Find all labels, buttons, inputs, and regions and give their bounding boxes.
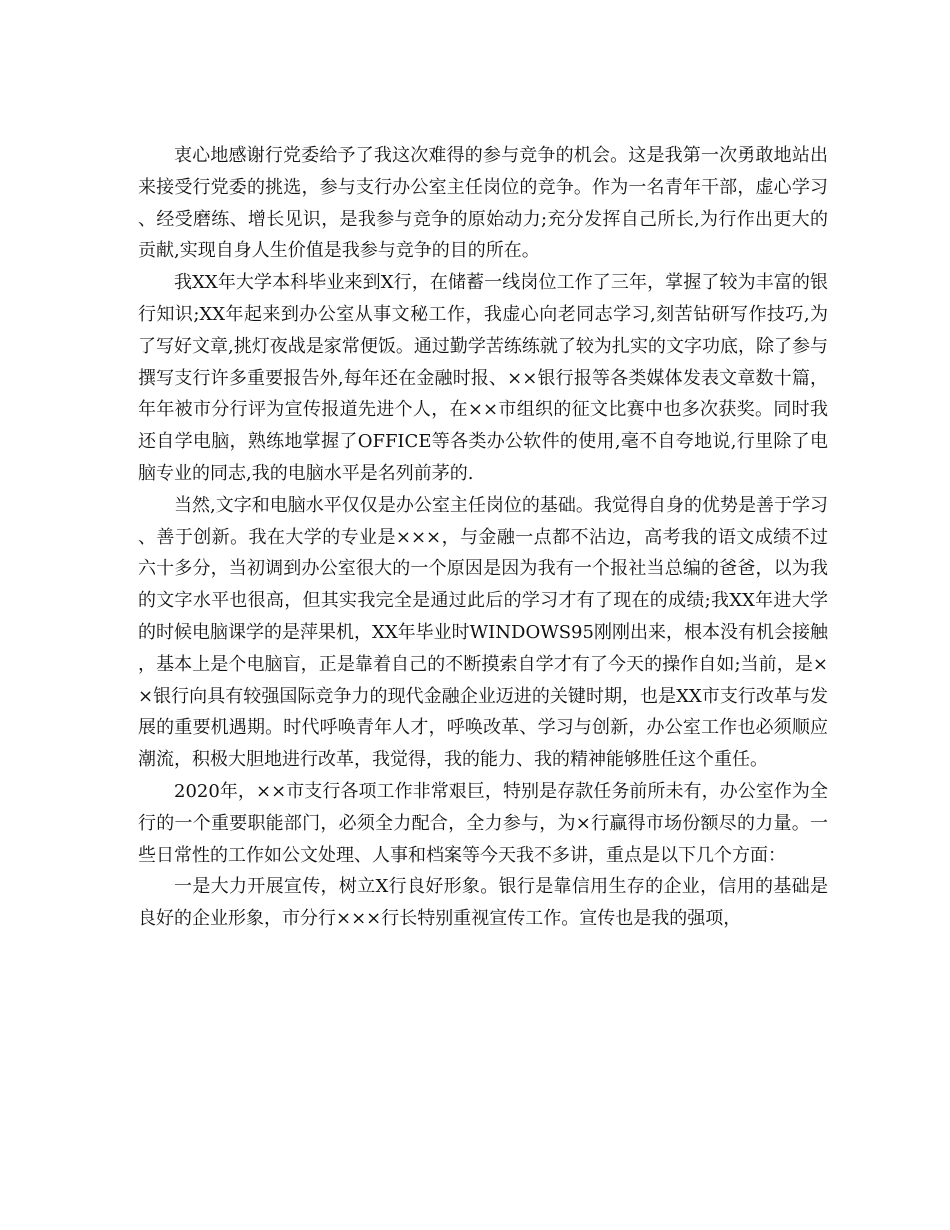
paragraph-4: 2020年，××市支行各项工作非常艰巨，特别是存款任务前所未有，办公室作为全行的一个重要职能部门，必须全力配合，全力参与，为×行赢得市场份额尽的力量。一些日常性的工作如公文处理、人事和档案等今天我不多讲，重点是以下几个方面： <box>138 780 828 866</box>
paragraph-2: 我XX年大学本科毕业来到X行，在储蓄一线岗位工作了三年，掌握了较为丰富的银行知识;XX年起来到办公室从事文秘工作，我虚心向老同志学习,刻苦钻研写作技巧,为了写好文章,挑灯夜战是家常便饭。通过勤学苦练练就了较为扎实的文字功底，除了参与撰写支行许多重要报告外,每年还在金融时报、××银行报等各类媒体发表文章数十篇，年年被市分行评为宣传报道先进个人，在××市组织的征文比赛中也多次获奖。同时我还自学电脑，熟练地掌握了OFFICE等各类办公软件的使用,毫不自夸地说,行里除了电脑专业的同志,我的电脑水平是名列前茅的. <box>138 272 828 484</box>
paragraph-5: 一是大力开展宣传，树立X行良好形象。银行是靠信用生存的企业，信用的基础是良好的企业形象，市分行×××行长特别重视宣传工作。宣传也是我的强项， <box>138 876 828 930</box>
document-body <box>138 140 828 935</box>
paragraph-1: 衷心地感谢行党委给予了我这次难得的参与竞争的机会。这是我第一次勇敢地站出来接受行党委的挑选，参与支行办公室主任岗位的竞争。作为一名青年干部，虚心学习、经受磨练、增长见识，是我参与竞争的原始动力;充分发挥自己所长,为行作出更大的贡献,实现自身人生价值是我参与竞争的目的所在。 <box>138 145 828 262</box>
paragraph-3: 当然,文字和电脑水平仅仅是办公室主任岗位的基础。我觉得自身的优势是善于学习、善于创新。我在大学的专业是×××，与金融一点都不沾边，高考我的语文成绩不过六十多分，当初调到办公室很大的一个原因是因为我有一个报社当总编的爸爸，以为我的文字水平也很高，但其实我完全是通过此后的学习才有了现在的成绩;我XX年进大学的时候电脑课学的是萍果机，XX年毕业时WINDOWS95刚刚出来，根本没有机会接触，基本上是个电脑盲，正是靠着自己的不断摸索自学才有了今天的操作自如;当前，是××银行向具有较强国际竞争力的现代金融企业迈进的关键时期，也是XX市支行改革与发展的重要机遇期。时代呼唤青年人才，呼唤改革、学习与创新，办公室工作也必须顺应潮流，积极大胆地进行改革，我觉得，我的能力、我的精神能够胜任这个重任。 <box>138 494 828 771</box>
